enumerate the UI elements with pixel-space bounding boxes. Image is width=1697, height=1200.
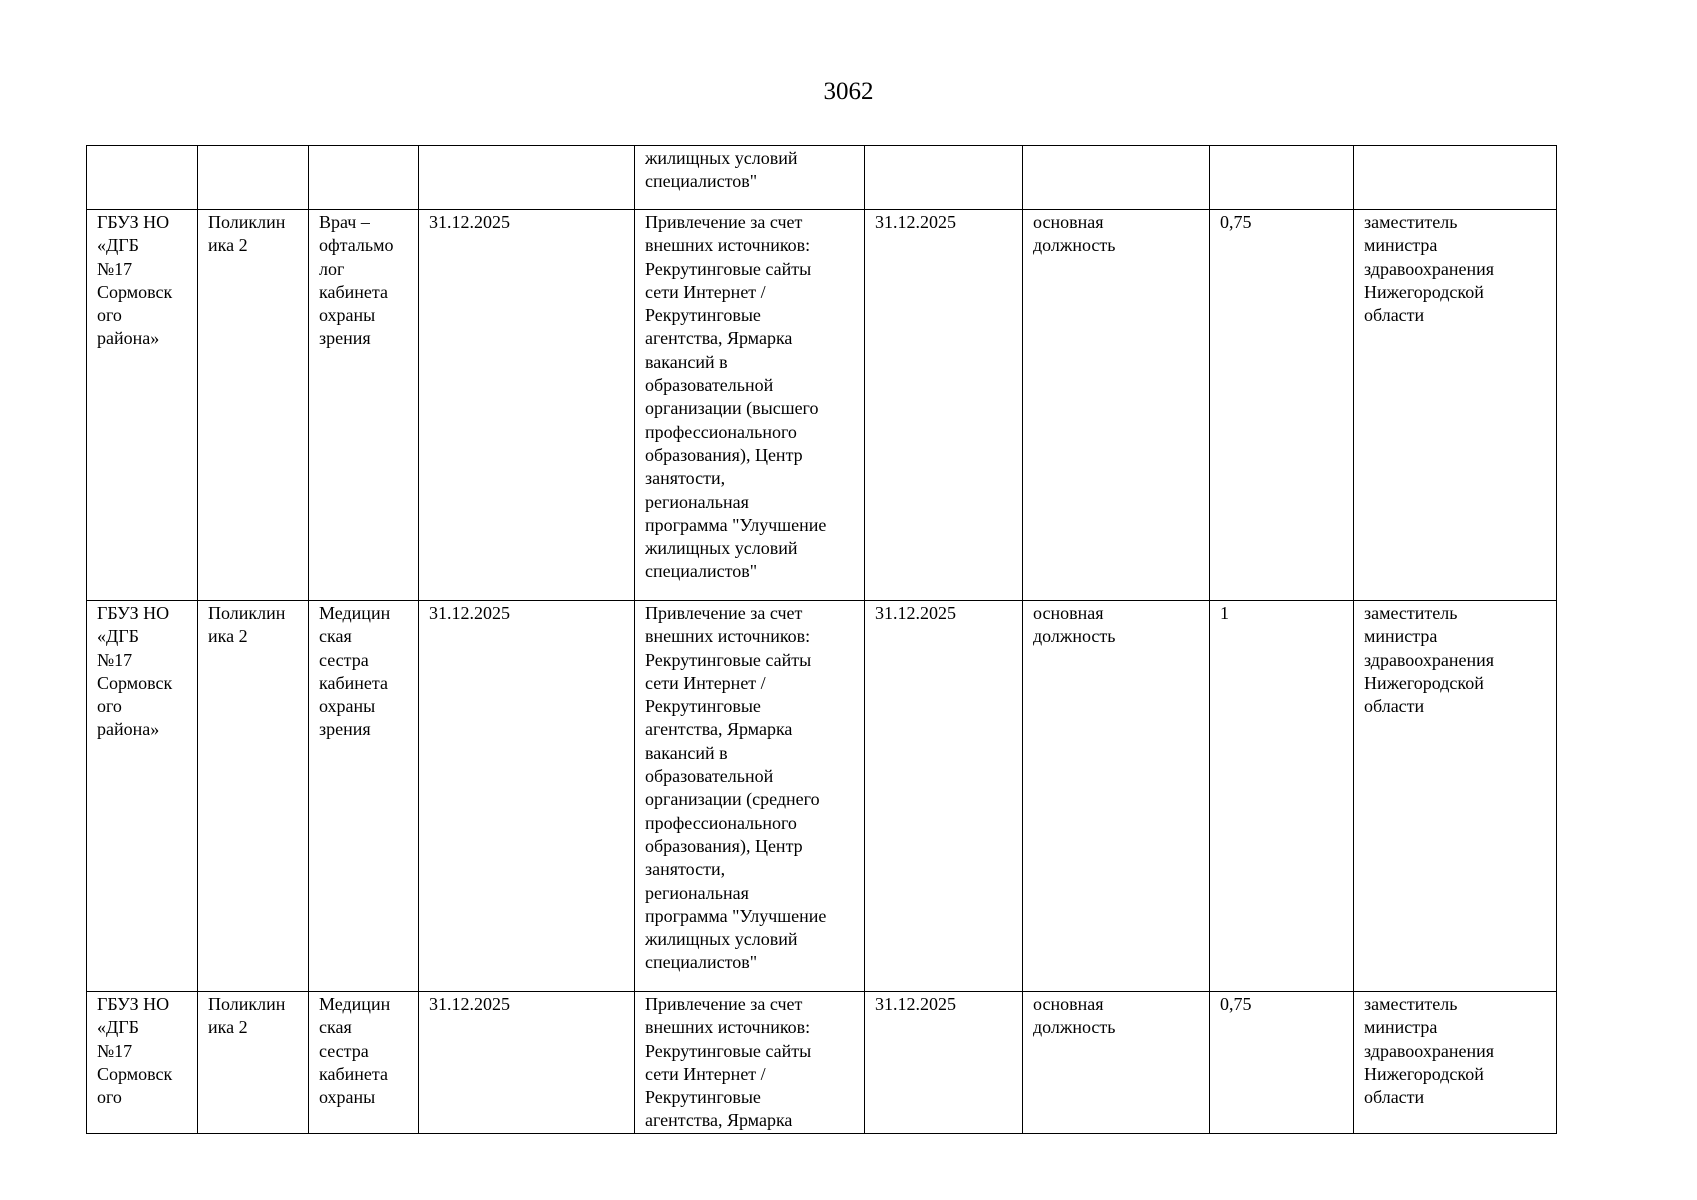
cell-recruitment-method: жилищных условий специалистов"	[635, 146, 865, 210]
table-row	[87, 146, 1557, 210]
cell-department: Поликлин ика 2	[198, 992, 309, 1134]
cell-department: Поликлин ика 2	[198, 601, 309, 992]
page-number: 3062	[823, 78, 874, 105]
cell-date: 31.12.2025	[419, 601, 635, 992]
cell-recruitment-method: Привлечение за счет внешних источников: Рекрутинговые сайты сети Интернет / Рекрутинговые агентства, Ярмарка вакансий в образовательной организации (среднего профессионального образования), Центр занятости, региональная программа "Улучшение жилищных условий специалистов"	[635, 601, 865, 992]
cell-deadline: 31.12.2025	[865, 210, 1023, 601]
table-row	[87, 992, 1557, 1134]
cell-position-type: основная должность	[1023, 210, 1210, 601]
document-table	[86, 145, 1557, 1134]
cell-organization: ГБУЗ НО «ДГБ №17 Сормовск ого района»	[87, 601, 198, 992]
cell-position-type: основная должность	[1023, 601, 1210, 992]
cell-organization: ГБУЗ НО «ДГБ №17 Сормовск ого	[87, 992, 198, 1134]
cell-department: Поликлин ика 2	[198, 210, 309, 601]
table-row	[87, 210, 1557, 601]
cell-date: 31.12.2025	[419, 210, 635, 601]
cell-date: 31.12.2025	[419, 992, 635, 1134]
cell-rate: 0,75	[1210, 992, 1354, 1134]
cell-responsible: заместитель министра здравоохранения Нижегородской области	[1354, 992, 1557, 1134]
cell-organization: ГБУЗ НО «ДГБ №17 Сормовск ого района»	[87, 210, 198, 601]
cell-position: Медицин ская сестра кабинета охраны	[309, 992, 419, 1134]
cell-organization	[87, 146, 198, 210]
cell-recruitment-method: Привлечение за счет внешних источников: Рекрутинговые сайты сети Интернет / Рекрутинговые агентства, Ярмарка	[635, 992, 865, 1134]
cell-responsible	[1354, 146, 1557, 210]
cell-rate: 1	[1210, 601, 1354, 992]
cell-department	[198, 146, 309, 210]
cell-deadline: 31.12.2025	[865, 992, 1023, 1134]
cell-responsible: заместитель министра здравоохранения Нижегородской области	[1354, 601, 1557, 992]
cell-position	[309, 146, 419, 210]
table-row	[87, 601, 1557, 992]
cell-deadline: 31.12.2025	[865, 601, 1023, 992]
cell-position-type	[1023, 146, 1210, 210]
cell-responsible: заместитель министра здравоохранения Нижегородской области	[1354, 210, 1557, 601]
cell-recruitment-method: Привлечение за счет внешних источников: Рекрутинговые сайты сети Интернет / Рекрутинговые агентства, Ярмарка вакансий в образовательной организации (высшего профессионального образования), Центр занятости, региональная программа "Улучшение жилищных условий специалистов"	[635, 210, 865, 601]
cell-rate: 0,75	[1210, 210, 1354, 601]
cell-rate	[1210, 146, 1354, 210]
cell-position-type: основная должность	[1023, 992, 1210, 1134]
cell-position: Врач – офтальмо лог кабинета охраны зрения	[309, 210, 419, 601]
cell-position: Медицин ская сестра кабинета охраны зрения	[309, 601, 419, 992]
cell-deadline	[865, 146, 1023, 210]
cell-date	[419, 146, 635, 210]
